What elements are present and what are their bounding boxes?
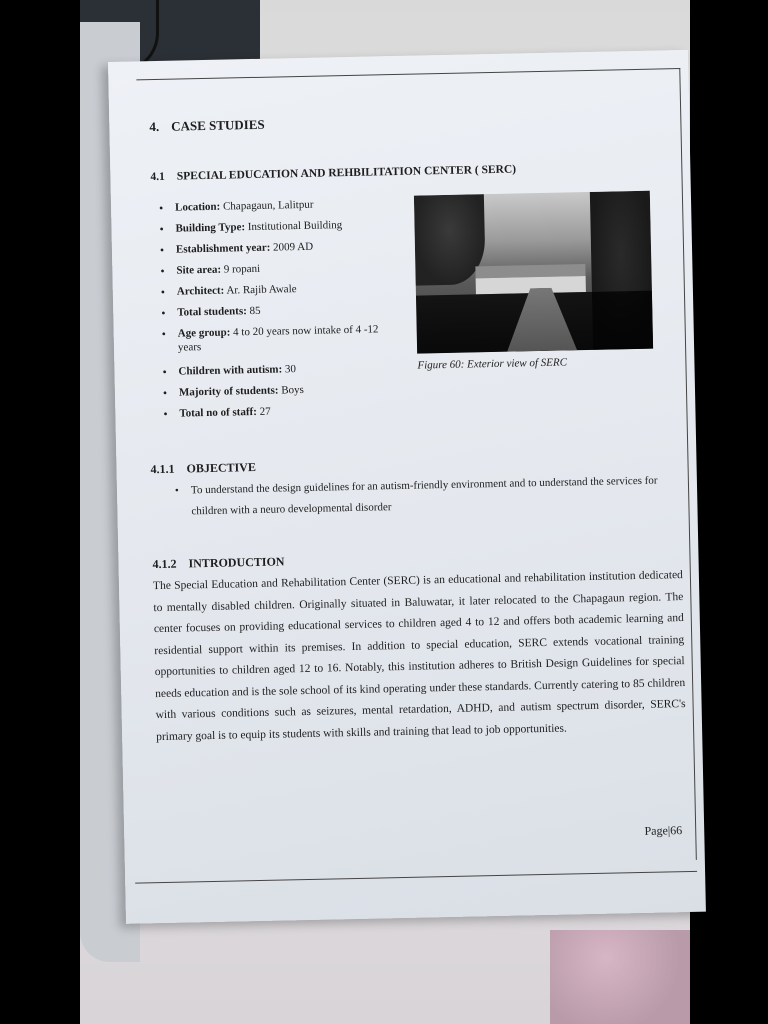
objective-list [151, 470, 682, 523]
fact-label: Architect: [176, 284, 225, 298]
serc-exterior-photo [414, 191, 653, 354]
objective-section [150, 451, 681, 523]
fact-label: Total students: [177, 305, 247, 319]
fact-label: Location: [174, 200, 221, 214]
fact-item [175, 217, 400, 236]
fact-item [179, 402, 404, 421]
page-number: Page|66 [644, 823, 683, 838]
facts-block [145, 190, 680, 428]
pink-cloth [550, 930, 690, 1024]
objective-item: • To understand the design guidelines for an autism-friendly environment and to understand the services for children with a neuro developmental disorder [191, 470, 682, 522]
figure-caption: Figure 60: Exterior view of SERC [417, 356, 568, 372]
fact-value: Boys [281, 383, 305, 397]
page-content [143, 108, 686, 748]
introduction-paragraph: The Special Education and Rehabilitation Center (SERC) is an educational and rehabilitation institution dedicated to mentally disabled children. Originally situated in Baluwatar, it later relocated to the Chapagaun region. The center focuses on providing educational services to children aged 4 to 12 and offers both academic learning and residential support within its premises. In addition to special education, SERC extends vocational training opportunities to children aged 12 to 16. Notably, this institution adheres to British Design Guidelines for special needs education and is the sole school of its kind operating under these standards. Currently catering to 85 children with various conditions such as seizures, mental retardation, ADHD, and autism spectrum disorder, SERC's primary goal is to equip its students with skills and training that lead to job opportunities. [152, 569, 686, 743]
fact-value: 27 [259, 405, 271, 418]
objective-number: 4.1.1 [150, 461, 175, 477]
fact-item [179, 381, 404, 400]
fact-item [176, 238, 401, 257]
introduction-number: 4.1.2 [152, 556, 177, 572]
fact-label: Establishment year: [175, 241, 271, 256]
document-page [108, 50, 706, 924]
objective-title: OBJECTIVE [186, 459, 257, 476]
fact-label: Children with autism: [178, 363, 283, 378]
fact-label: Building Type: [175, 221, 246, 235]
figure [414, 191, 655, 423]
fact-value: 30 [284, 363, 297, 376]
chapter-number: 4. [149, 118, 160, 135]
section-number: 4.1 [150, 170, 165, 184]
section-title: SPECIAL EDUCATION AND REHBILITATION CENTER ( SERC) [176, 163, 517, 183]
fact-label: Site area: [176, 263, 222, 277]
fact-value: 4 to 20 years now intake of 4 -12 years [177, 323, 379, 354]
fact-value: Chapagaun, Lalitpur [222, 198, 314, 213]
fact-value: 2009 AD [272, 240, 314, 254]
fact-value: Ar. Rajib Awale [226, 283, 297, 297]
fact-value: 85 [249, 304, 261, 318]
fact-item [175, 196, 400, 215]
fact-item [178, 322, 404, 355]
fact-item [177, 301, 402, 320]
fact-label: Age group: [177, 326, 231, 340]
introduction-section [152, 546, 686, 748]
fact-item [178, 360, 403, 379]
fact-label: Majority of students: [178, 384, 279, 399]
section-heading [150, 160, 674, 183]
fact-label: Total no of staff: [179, 405, 258, 420]
chapter-title: CASE STUDIES [170, 116, 265, 134]
fact-item [177, 280, 402, 299]
fact-value: 9 ropani [223, 262, 261, 276]
page-bottom-rule [135, 871, 697, 884]
fact-value: Institutional Building [247, 219, 343, 234]
fact-item [176, 259, 401, 278]
fact-list [145, 196, 405, 428]
introduction-title: INTRODUCTION [188, 554, 285, 571]
